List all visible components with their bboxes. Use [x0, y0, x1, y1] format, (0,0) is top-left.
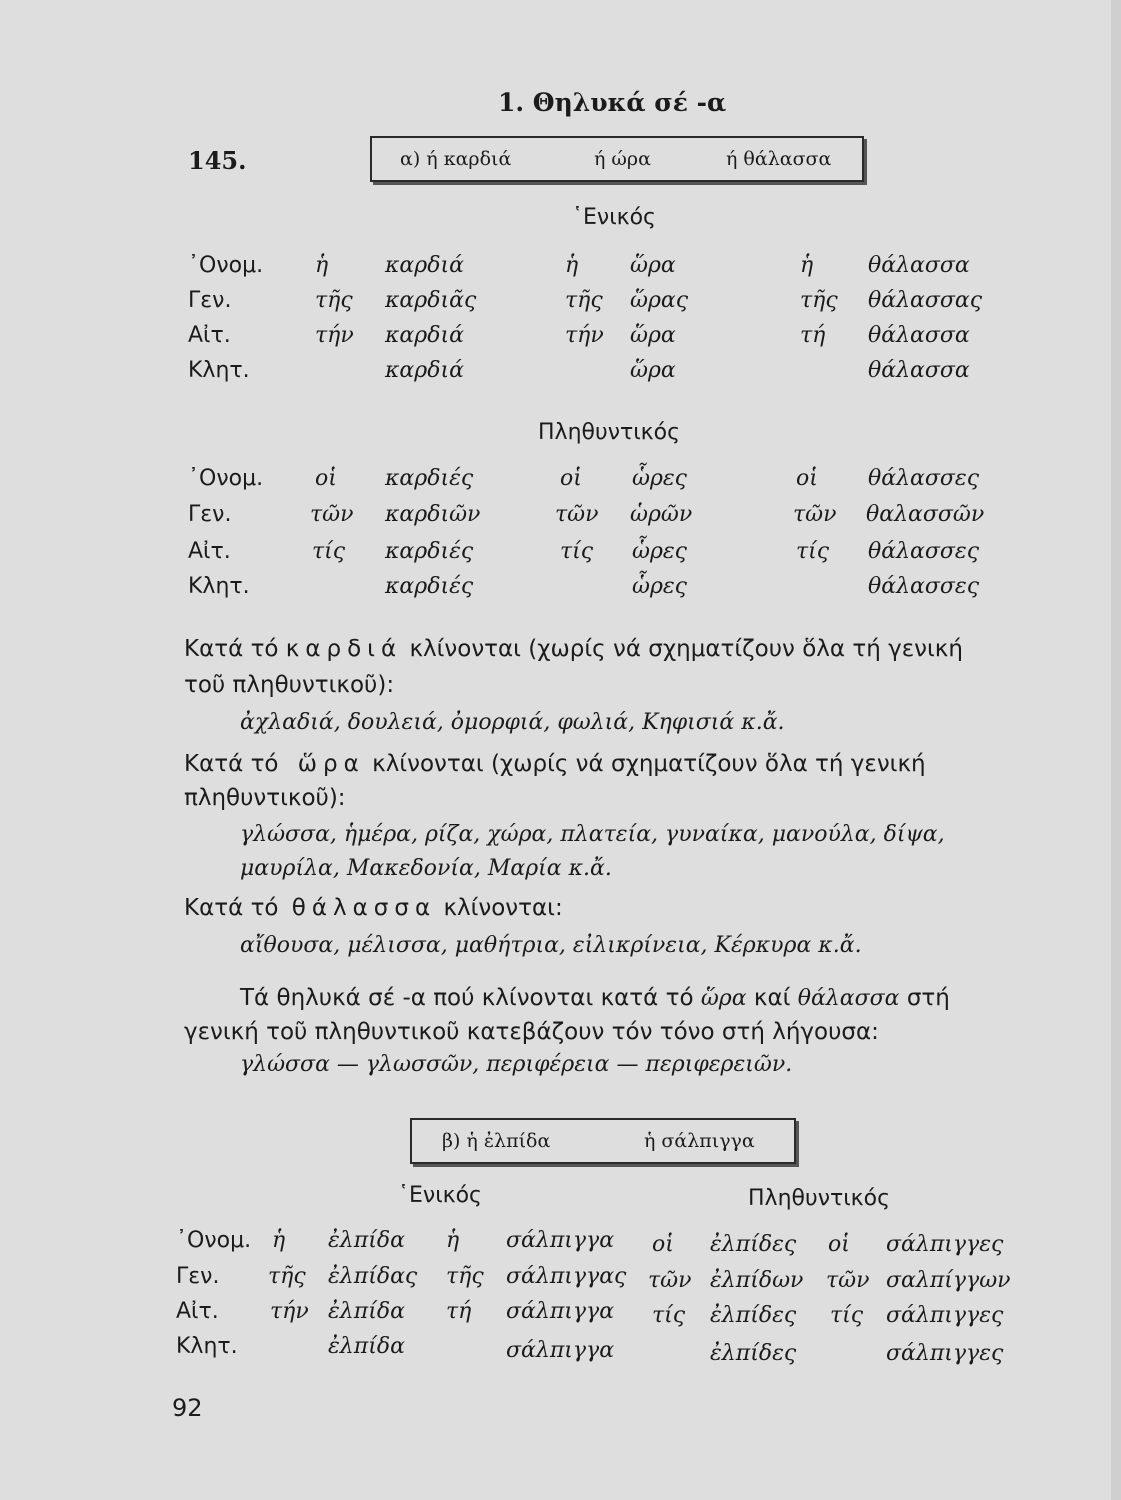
- article: ἡ: [446, 1228, 460, 1253]
- note-examples: γλώσσα — γλωσσῶν, περιφέρεια — περιφερειῶν.: [240, 1052, 793, 1077]
- note-word: ὥρα: [700, 986, 747, 1011]
- noun: καρδιά: [385, 323, 464, 348]
- noun: σαλπίγγων: [886, 1268, 1011, 1293]
- article: ἡ: [800, 253, 814, 278]
- article: ἡ: [272, 1228, 286, 1253]
- rule-keyword: θάλασσα: [291, 895, 437, 921]
- noun: σάλπιγγας: [506, 1264, 627, 1289]
- article: τίς: [560, 539, 594, 564]
- noun: καρδιά: [385, 358, 464, 383]
- article: τῆς: [800, 288, 838, 313]
- noun: θάλασσα: [868, 323, 970, 348]
- article: τῶν: [555, 502, 599, 527]
- noun: σάλπιγγες: [886, 1232, 1004, 1257]
- noun: θάλασσες: [868, 539, 980, 564]
- noun: ἐλπίδες: [710, 1303, 797, 1328]
- noun: θάλασσες: [868, 574, 980, 599]
- singular-heading-b: ῾Ενικός: [398, 1183, 482, 1208]
- noun: ὥρα: [630, 323, 676, 348]
- rule-keyword: ὥρα: [297, 751, 365, 777]
- paragraph-number: 145.: [188, 146, 247, 175]
- noun: ἐλπίδα: [328, 1228, 405, 1253]
- case-label: Κλητ.: [188, 574, 250, 599]
- article: οἱ: [652, 1232, 674, 1257]
- article: τή: [446, 1299, 472, 1324]
- case-label: Κλητ.: [188, 358, 250, 383]
- plural-heading-b: Πληθυντικός: [748, 1186, 891, 1211]
- rule-ora-line1: [184, 746, 1044, 782]
- noun: θάλασσας: [868, 288, 983, 313]
- declension-box-b: [410, 1118, 796, 1164]
- noun: καρδιές: [385, 574, 474, 599]
- case-label: ᾿Ονομ.: [188, 466, 264, 491]
- note-word: θάλασσα: [797, 986, 900, 1011]
- article: ἡ: [565, 253, 579, 278]
- note-text: καί: [753, 985, 791, 1011]
- noun: ὧρες: [632, 466, 687, 491]
- page-edge: [1111, 0, 1121, 1500]
- box-a-word-2: ή ώρα: [594, 148, 651, 170]
- case-label: Γεν.: [188, 502, 232, 527]
- noun: ὧρες: [632, 574, 687, 599]
- note-line-1: [240, 980, 950, 1017]
- article: οἱ: [315, 466, 337, 491]
- article: τίς: [796, 539, 830, 564]
- box-b-word-1: β) ἡ ἐλπίδα: [442, 1130, 551, 1152]
- rule-thalassa-line1: [184, 890, 563, 926]
- rule-text: Κατά τό: [184, 751, 279, 777]
- noun: θαλασσῶν: [866, 502, 985, 527]
- noun: ἐλπίδες: [710, 1341, 797, 1366]
- article: ἡ: [315, 253, 329, 278]
- rule-thalassa-examples: αἴθουσα, μέλισσα, μαθήτρια, εἰλικρίνεια, Κέρκυρα κ.ἄ.: [240, 933, 862, 958]
- rule-text: κλίνονται (χωρίς νά σχηματίζουν ὅλα τή γενική: [372, 751, 926, 777]
- noun: ἐλπίδα: [328, 1334, 405, 1359]
- rule-ora-examples-2: μαυρίλα, Μακεδονία, Μαρία κ.ἄ.: [240, 856, 612, 881]
- article: οἱ: [828, 1232, 850, 1257]
- article: οἱ: [796, 466, 818, 491]
- article: τήν: [270, 1299, 309, 1324]
- noun: καρδιᾶς: [385, 288, 477, 313]
- article: τήν: [565, 323, 604, 348]
- noun: σάλπιγγες: [886, 1341, 1004, 1366]
- noun: θάλασσες: [868, 466, 980, 491]
- noun: θάλασσα: [868, 358, 970, 383]
- article: τῆς: [268, 1264, 306, 1289]
- rule-ora-examples-1: γλώσσα, ἡμέρα, ρίζα, χώρα, πλατεία, γυναίκα, μανούλα, δίψα,: [240, 822, 945, 847]
- note-text: στή: [906, 985, 950, 1011]
- rule-text: κλίνονται:: [443, 895, 563, 921]
- noun: σάλπιγγα: [506, 1299, 615, 1324]
- rule-ora-line2: πληθυντικοῦ):: [184, 785, 346, 811]
- noun: ἐλπίδα: [328, 1299, 405, 1324]
- rule-text: κλίνονται (χωρίς νά σχηματίζουν ὅλα τή γενική: [409, 636, 963, 662]
- rule-text: Κατά τό: [184, 636, 279, 662]
- case-label: Κλητ.: [176, 1334, 238, 1359]
- case-label: Αἰτ.: [176, 1299, 219, 1324]
- box-a-word-3: ή θάλασσα: [726, 148, 832, 170]
- noun: θάλασσα: [868, 253, 970, 278]
- page-number: 92: [172, 1394, 203, 1422]
- case-label: ᾿Ονομ.: [176, 1228, 252, 1253]
- noun: ἐλπίδας: [328, 1264, 418, 1289]
- article: τῆς: [565, 288, 603, 313]
- case-label: Αἰτ.: [188, 323, 231, 348]
- case-label: Γεν.: [188, 288, 232, 313]
- article: τή: [800, 323, 826, 348]
- article: τίς: [312, 539, 346, 564]
- rule-kardia-examples: ἀχλαδιά, δουλειά, ὀμορφιά, φωλιά, Κηφισιά κ.ἄ.: [240, 710, 785, 735]
- box-b-word-2: ἡ σάλπιγγα: [644, 1130, 755, 1152]
- noun: ὡρῶν: [630, 502, 693, 527]
- plural-heading-a: Πληθυντικός: [538, 420, 681, 445]
- noun: καρδιῶν: [385, 502, 481, 527]
- noun: ὥρας: [630, 288, 689, 313]
- noun: ὧρες: [632, 539, 687, 564]
- article: τῶν: [648, 1268, 692, 1293]
- noun: σάλπιγγα: [506, 1338, 615, 1363]
- article: τῶν: [793, 502, 837, 527]
- article: τήν: [315, 323, 354, 348]
- article: τίς: [830, 1303, 864, 1328]
- article: τῆς: [446, 1264, 484, 1289]
- noun: ἐλπίδων: [710, 1268, 804, 1293]
- article: τίς: [652, 1303, 686, 1328]
- case-label: Γεν.: [176, 1264, 220, 1289]
- article: τῶν: [826, 1268, 870, 1293]
- note-text: Τά θηλυκά σέ -α πού κλίνονται κατά τό: [240, 985, 694, 1011]
- box-a-word-1: α) ή καρδιά: [400, 148, 512, 170]
- noun: ὥρα: [630, 253, 676, 278]
- singular-heading-a: ῾Ενικός: [572, 205, 656, 230]
- noun: καρδιές: [385, 466, 474, 491]
- declension-box-a: [370, 136, 864, 182]
- rule-text: Κατά τό: [184, 895, 279, 921]
- article: τῶν: [310, 502, 354, 527]
- case-label: ᾿Ονομ.: [188, 253, 264, 278]
- case-label: Αἰτ.: [188, 539, 231, 564]
- noun: σάλπιγγα: [506, 1228, 615, 1253]
- note-line-2: γενική τοῦ πληθυντικοῦ κατεβάζουν τόν τόνο στή λήγουσα:: [184, 1019, 879, 1045]
- noun: ὥρα: [630, 358, 676, 383]
- article: τῆς: [315, 288, 353, 313]
- rule-kardia-line2: τοῦ πληθυντικοῦ):: [184, 672, 395, 698]
- section-title: 1. Θηλυκά σέ -α: [498, 88, 727, 117]
- noun: καρδιά: [385, 253, 464, 278]
- rule-keyword: καρδιά: [285, 636, 403, 662]
- noun: σάλπιγγες: [886, 1303, 1004, 1328]
- rule-kardia-line1: [184, 631, 1044, 667]
- noun: καρδιές: [385, 539, 474, 564]
- article: οἱ: [560, 466, 582, 491]
- noun: ἐλπίδες: [710, 1232, 797, 1257]
